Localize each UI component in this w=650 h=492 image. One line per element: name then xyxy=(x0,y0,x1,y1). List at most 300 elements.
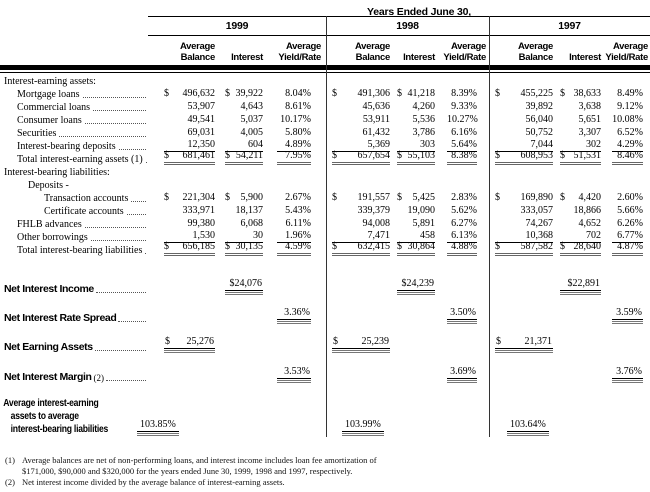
cell-value xyxy=(447,150,477,165)
dotted-leader xyxy=(127,214,146,215)
summary-value xyxy=(447,366,477,379)
row-label-text: Interest-bearing deposits xyxy=(17,141,116,152)
dollar-sign: $ xyxy=(333,336,338,347)
1998-balance-cell xyxy=(326,241,390,256)
dotted-leader xyxy=(145,253,146,254)
cell-value xyxy=(397,150,435,165)
amount: 49,541 xyxy=(187,114,215,125)
amount: 6.27% xyxy=(451,218,477,229)
cell-value xyxy=(495,192,553,204)
1997-yield-cell xyxy=(601,192,650,204)
row-label-text: Commercial loans xyxy=(17,102,91,113)
row-label xyxy=(0,128,148,139)
row-label-text: Securities xyxy=(17,128,57,139)
footnote-2 xyxy=(0,477,650,488)
1997-interest-cell xyxy=(553,205,601,217)
cell-value xyxy=(495,150,553,165)
summary-row xyxy=(0,308,650,324)
amount: 1,530 xyxy=(192,230,215,241)
cell-value xyxy=(164,127,215,139)
amount: 339,379 xyxy=(357,205,390,216)
row-label-text: Certificate accounts xyxy=(44,206,124,217)
1998-balance-cell xyxy=(326,218,390,230)
dotted-leader xyxy=(85,123,146,124)
dollar-sign: $ xyxy=(164,88,169,99)
cell-value xyxy=(277,127,311,139)
amount: 4,643 xyxy=(240,101,263,112)
row-label-text: Interest-bearing liabilities: xyxy=(4,167,110,178)
cell-value xyxy=(277,241,311,256)
amount: 7.95% xyxy=(285,150,311,161)
amount: 333,057 xyxy=(520,205,553,216)
amount: 103.85% xyxy=(137,419,179,432)
row-label xyxy=(0,89,148,100)
amount: 6.16% xyxy=(451,127,477,138)
footnote-text: Average balances are net of non-performing loans, and interest income includes loan fee amortization of $171,000, $90,000 and $320,000 for the years ended June 30, 1999, 1998 and 1997, respectively. xyxy=(22,455,377,476)
header-line: Balance xyxy=(518,51,553,63)
year-header-row xyxy=(148,16,650,35)
dotted-leader xyxy=(93,110,146,111)
amount: 103.99% xyxy=(342,419,384,432)
1998-interest-cell xyxy=(390,241,435,256)
row-label xyxy=(0,232,148,243)
1998-interest-cell xyxy=(390,114,435,126)
footnote-number: (2) xyxy=(5,477,15,487)
header-average-yield xyxy=(435,42,489,63)
amount: 56,040 xyxy=(525,114,553,125)
summary-label xyxy=(0,371,148,383)
double-rule xyxy=(612,366,643,383)
cell-value xyxy=(225,114,263,126)
amount: 302 xyxy=(586,139,601,150)
dollar-sign: $ xyxy=(225,241,230,252)
cell-value xyxy=(447,218,477,230)
amount: 30,135 xyxy=(235,241,263,252)
amount: 18,866 xyxy=(573,205,601,216)
dollar-sign: $ xyxy=(164,241,169,252)
1999-yield-cell xyxy=(263,101,326,113)
amount: 39,892 xyxy=(525,101,553,112)
amount: 221,304 xyxy=(182,192,215,203)
cell-value xyxy=(332,218,390,230)
amount: 5,651 xyxy=(578,114,601,125)
dotted-leader xyxy=(91,240,146,241)
cell-value xyxy=(447,127,477,139)
dollar-sign: $ xyxy=(397,150,402,161)
1998-balance-cell xyxy=(326,192,390,204)
amount: 51,531 xyxy=(573,150,601,161)
double-rule xyxy=(447,366,477,383)
double-rule xyxy=(560,278,601,295)
1998-yield-cell xyxy=(435,205,489,217)
thin-rule xyxy=(0,72,650,73)
summary-value xyxy=(332,336,390,349)
amount: 21,371 xyxy=(524,336,552,347)
1998-balance-cell xyxy=(326,88,390,100)
1998-yield-cell xyxy=(435,88,489,100)
cell-value xyxy=(164,192,215,204)
1998-balance-cell xyxy=(326,205,390,217)
amount: 55,103 xyxy=(407,150,435,161)
1998-balance-cell xyxy=(326,336,390,353)
cell-value xyxy=(612,101,643,113)
amount: 74,267 xyxy=(525,218,553,229)
1998-interest-cell xyxy=(390,218,435,230)
table-row xyxy=(0,204,650,217)
1999-yield-cell xyxy=(263,205,326,217)
row-label xyxy=(0,154,148,165)
summary-value xyxy=(164,336,215,349)
amount: 25,239 xyxy=(361,336,389,347)
cell-value xyxy=(397,101,435,113)
1999-yield-cell xyxy=(263,114,326,126)
row-label xyxy=(0,167,148,178)
footnote-number: (1) xyxy=(5,455,15,465)
amount: 191,557 xyxy=(357,192,390,203)
1997-yield-cell xyxy=(601,218,650,230)
amount: 2.67% xyxy=(285,192,311,203)
1999-balance-cell xyxy=(148,114,215,126)
amount: 9.33% xyxy=(451,101,477,112)
1997-yield-cell xyxy=(601,366,650,383)
amount: 39,922 xyxy=(235,88,263,99)
year-header-1999: 1999 xyxy=(225,20,249,32)
1998-yield-cell xyxy=(435,127,489,139)
amount: $24,239 xyxy=(401,278,434,289)
dotted-leader xyxy=(119,149,146,150)
1997-interest-cell xyxy=(553,192,601,204)
cell-value xyxy=(447,88,477,100)
footnote-1 xyxy=(0,455,650,477)
table-row xyxy=(0,126,650,139)
amount: 5,891 xyxy=(412,218,435,229)
amount: 6.11% xyxy=(285,218,311,229)
summary-label xyxy=(0,312,148,324)
row-label-text: Deposits - xyxy=(28,180,69,191)
amount: 10.27% xyxy=(447,114,478,125)
title-row xyxy=(148,0,650,16)
row-label-text: Interest-earning assets: xyxy=(4,76,96,87)
amount: 3,307 xyxy=(578,127,601,138)
cell-value xyxy=(164,218,215,230)
1997-balance-cell xyxy=(489,241,553,256)
amount: 455,225 xyxy=(520,88,553,99)
amount: 8.39% xyxy=(451,88,477,99)
cell-value xyxy=(560,88,601,100)
column-divider xyxy=(489,16,490,437)
amount: 6.26% xyxy=(617,218,643,229)
1998-interest-cell xyxy=(390,205,435,217)
cell-value xyxy=(397,127,435,139)
thick-rule xyxy=(0,65,650,70)
dollar-sign: $ xyxy=(495,241,500,252)
amount: 8.61% xyxy=(285,101,311,112)
amount: 5,900 xyxy=(240,192,263,203)
1997-yield-cell xyxy=(601,307,650,324)
1999-interest-cell xyxy=(215,218,263,230)
header-line: Average xyxy=(612,41,648,52)
cell-value xyxy=(225,101,263,113)
1999-interest-cell xyxy=(215,241,263,256)
section-row xyxy=(0,165,650,178)
summary-label-text: Net Interest Margin xyxy=(4,371,92,383)
double-rule xyxy=(612,307,643,324)
1999-balance-cell xyxy=(148,218,215,230)
cell-value xyxy=(495,114,553,126)
cell-value xyxy=(277,101,311,113)
dollar-sign: $ xyxy=(560,192,565,203)
header-average-balance xyxy=(148,42,215,63)
summary-value xyxy=(277,366,311,379)
section-row xyxy=(0,178,650,191)
cell-value xyxy=(612,241,643,256)
cell-value xyxy=(447,241,477,256)
table-body xyxy=(0,74,650,256)
summary-label-suffix: (2) xyxy=(93,373,104,383)
amount: 4,652 xyxy=(578,218,601,229)
1997-balance-cell xyxy=(489,218,553,230)
cell-value xyxy=(612,114,643,126)
1997-interest-cell xyxy=(553,278,601,295)
summary-value xyxy=(495,336,553,349)
year-header-1997: 1997 xyxy=(558,20,581,32)
header-line: Average xyxy=(450,41,486,52)
1999-yield-cell xyxy=(263,127,326,139)
cell-value xyxy=(332,101,390,113)
1997-yield-cell xyxy=(601,241,650,256)
dollar-sign: $ xyxy=(397,241,402,252)
row-label-text: Other borrowings xyxy=(17,232,88,243)
1997-yield-cell xyxy=(601,127,650,139)
header-line: Yield/Rate xyxy=(278,51,321,63)
dollar-sign: $ xyxy=(225,192,230,203)
1999-interest-cell xyxy=(215,150,263,165)
1997-interest-cell xyxy=(553,218,601,230)
1999-interest-cell xyxy=(215,88,263,100)
1998-yield-cell xyxy=(435,241,489,256)
amount: 2.83% xyxy=(451,192,477,203)
1998-balance-cell xyxy=(326,101,390,113)
amount: 7,471 xyxy=(367,230,390,241)
year-header-1998: 1998 xyxy=(396,20,419,32)
amount: 491,306 xyxy=(357,88,390,99)
amount: 3.36% xyxy=(284,307,310,318)
double-rule xyxy=(225,278,263,295)
double-rule xyxy=(342,419,384,436)
summary-label-text: Net Interest Income xyxy=(4,283,94,295)
double-rule xyxy=(137,419,179,436)
1997-balance-cell xyxy=(489,127,553,139)
row-label xyxy=(0,219,148,230)
amount: 2.60% xyxy=(617,192,643,203)
cell-value xyxy=(225,205,263,217)
header-line: Average xyxy=(285,41,321,52)
summary-label xyxy=(0,341,148,353)
amount: 53,907 xyxy=(187,101,215,112)
ratio-label xyxy=(0,397,533,436)
section-row xyxy=(0,74,650,87)
1997-balance-cell xyxy=(489,114,553,126)
amount: 6.77% xyxy=(617,230,643,241)
cell-value xyxy=(560,114,601,126)
amount: 303 xyxy=(420,139,435,150)
amount: 28,640 xyxy=(573,241,601,252)
summary-row xyxy=(0,367,650,383)
header-average-yield xyxy=(263,42,326,63)
summary-row xyxy=(0,279,650,295)
1997-yield-cell xyxy=(601,88,650,100)
amount: 5.62% xyxy=(451,205,477,216)
amount: 103.64% xyxy=(507,419,549,432)
header-line: Interest xyxy=(403,51,435,63)
header-line: Balance xyxy=(355,51,390,63)
summary-value xyxy=(447,307,477,320)
1998-balance-cell xyxy=(326,114,390,126)
1997-interest-cell xyxy=(553,88,601,100)
amount: 608,953 xyxy=(520,150,553,161)
header-interest xyxy=(215,53,263,64)
amount: 5.43% xyxy=(285,205,311,216)
summary-label-text: Net Earning Assets xyxy=(4,341,93,353)
cell-value xyxy=(447,114,478,126)
amount: 25,276 xyxy=(186,336,214,347)
double-rule xyxy=(397,278,435,295)
cell-value xyxy=(495,88,553,100)
ratio-value-1998 xyxy=(342,419,384,436)
row-label xyxy=(0,102,148,113)
ratio-row xyxy=(0,397,650,439)
ratio-value-1997 xyxy=(507,419,549,436)
amount: 38,633 xyxy=(573,88,601,99)
1999-balance-cell xyxy=(148,127,215,139)
header-interest xyxy=(390,53,435,64)
1998-balance-cell xyxy=(326,150,390,165)
cell-value xyxy=(332,205,390,217)
summary-section xyxy=(0,279,650,383)
cell-value xyxy=(225,88,263,100)
1998-interest-cell xyxy=(390,88,435,100)
cell-value xyxy=(495,205,553,217)
1998-yield-cell xyxy=(435,366,489,383)
table-row xyxy=(0,87,650,100)
header-interest xyxy=(553,53,601,64)
cell-value xyxy=(612,192,643,204)
dollar-sign: $ xyxy=(397,88,402,99)
dollar-sign: $ xyxy=(495,192,500,203)
header-line: Average xyxy=(179,41,215,52)
cell-value xyxy=(397,241,435,256)
cell-value xyxy=(277,88,311,100)
1997-balance-cell xyxy=(489,336,553,353)
cell-value xyxy=(612,205,643,217)
amount: 10.08% xyxy=(612,114,643,125)
amount: 4.89% xyxy=(285,139,311,150)
cell-value xyxy=(560,241,601,256)
header-line: Average xyxy=(517,41,553,52)
amount: 10,368 xyxy=(525,230,553,241)
amount: 681,461 xyxy=(182,150,215,161)
cell-value xyxy=(164,241,215,256)
amount: 19,090 xyxy=(407,205,435,216)
amount: 45,636 xyxy=(362,101,390,112)
1997-interest-cell xyxy=(553,101,601,113)
table-row xyxy=(0,152,650,165)
dollar-sign: $ xyxy=(495,88,500,99)
header-average-balance xyxy=(326,42,390,63)
amount: 169,890 xyxy=(520,192,553,203)
1998-yield-cell xyxy=(435,307,489,324)
amount: $22,891 xyxy=(567,278,600,289)
summary-value xyxy=(397,278,435,291)
1997-interest-cell xyxy=(553,114,601,126)
cell-value xyxy=(277,205,311,217)
ratio-value-1999 xyxy=(137,419,179,436)
summary-value xyxy=(560,278,601,291)
dotted-leader xyxy=(95,350,146,351)
amount: 54,211 xyxy=(235,150,263,161)
cell-value xyxy=(560,127,601,139)
1999-balance-cell xyxy=(148,150,215,165)
dotted-leader xyxy=(59,136,146,137)
dotted-leader xyxy=(83,97,147,98)
1997-balance-cell xyxy=(489,88,553,100)
double-rule xyxy=(507,419,549,436)
amount: 10.17% xyxy=(280,114,311,125)
1999-yield-cell xyxy=(263,366,326,383)
amount: 5.64% xyxy=(451,139,477,150)
amount: 5,037 xyxy=(240,114,263,125)
cell-value xyxy=(332,150,390,165)
amount: 5.80% xyxy=(285,127,311,138)
header-average-yield xyxy=(601,42,650,63)
row-label xyxy=(0,76,148,87)
1998-interest-cell xyxy=(390,278,435,295)
double-rule xyxy=(164,336,215,353)
summary-value xyxy=(225,278,263,291)
amount: 5.66% xyxy=(617,205,643,216)
dotted-leader xyxy=(131,201,146,202)
page-title: Years Ended June 30, xyxy=(367,6,471,18)
cell-value xyxy=(164,101,215,113)
dollar-sign: $ xyxy=(225,150,230,161)
ratio-label-line: Average interest-earning xyxy=(3,397,99,409)
cell-value xyxy=(495,101,553,113)
header-line: Yield/Rate xyxy=(605,51,648,63)
ratio-label-line: interest-bearing liabilities xyxy=(10,423,109,435)
cell-value xyxy=(447,101,477,113)
1998-interest-cell xyxy=(390,150,435,165)
cell-value xyxy=(225,192,263,204)
1999-interest-cell xyxy=(215,127,263,139)
cell-value xyxy=(332,192,390,204)
amount: 12,350 xyxy=(187,139,215,150)
cell-value xyxy=(560,150,601,165)
amount: 8.49% xyxy=(617,88,643,99)
dollar-sign: $ xyxy=(332,241,337,252)
cell-value xyxy=(560,101,601,113)
double-rule xyxy=(277,307,311,324)
1998-yield-cell xyxy=(435,114,489,126)
cell-value xyxy=(225,218,263,230)
row-label-text: Consumer loans xyxy=(17,115,82,126)
header-line: Yield/Rate xyxy=(443,51,486,63)
row-label-text: FHLB advances xyxy=(17,219,82,230)
cell-value xyxy=(277,114,311,126)
dollar-sign: $ xyxy=(332,88,337,99)
header-line: Balance xyxy=(180,51,215,63)
amount: 3.59% xyxy=(616,307,642,318)
amount: 99,380 xyxy=(187,218,215,229)
